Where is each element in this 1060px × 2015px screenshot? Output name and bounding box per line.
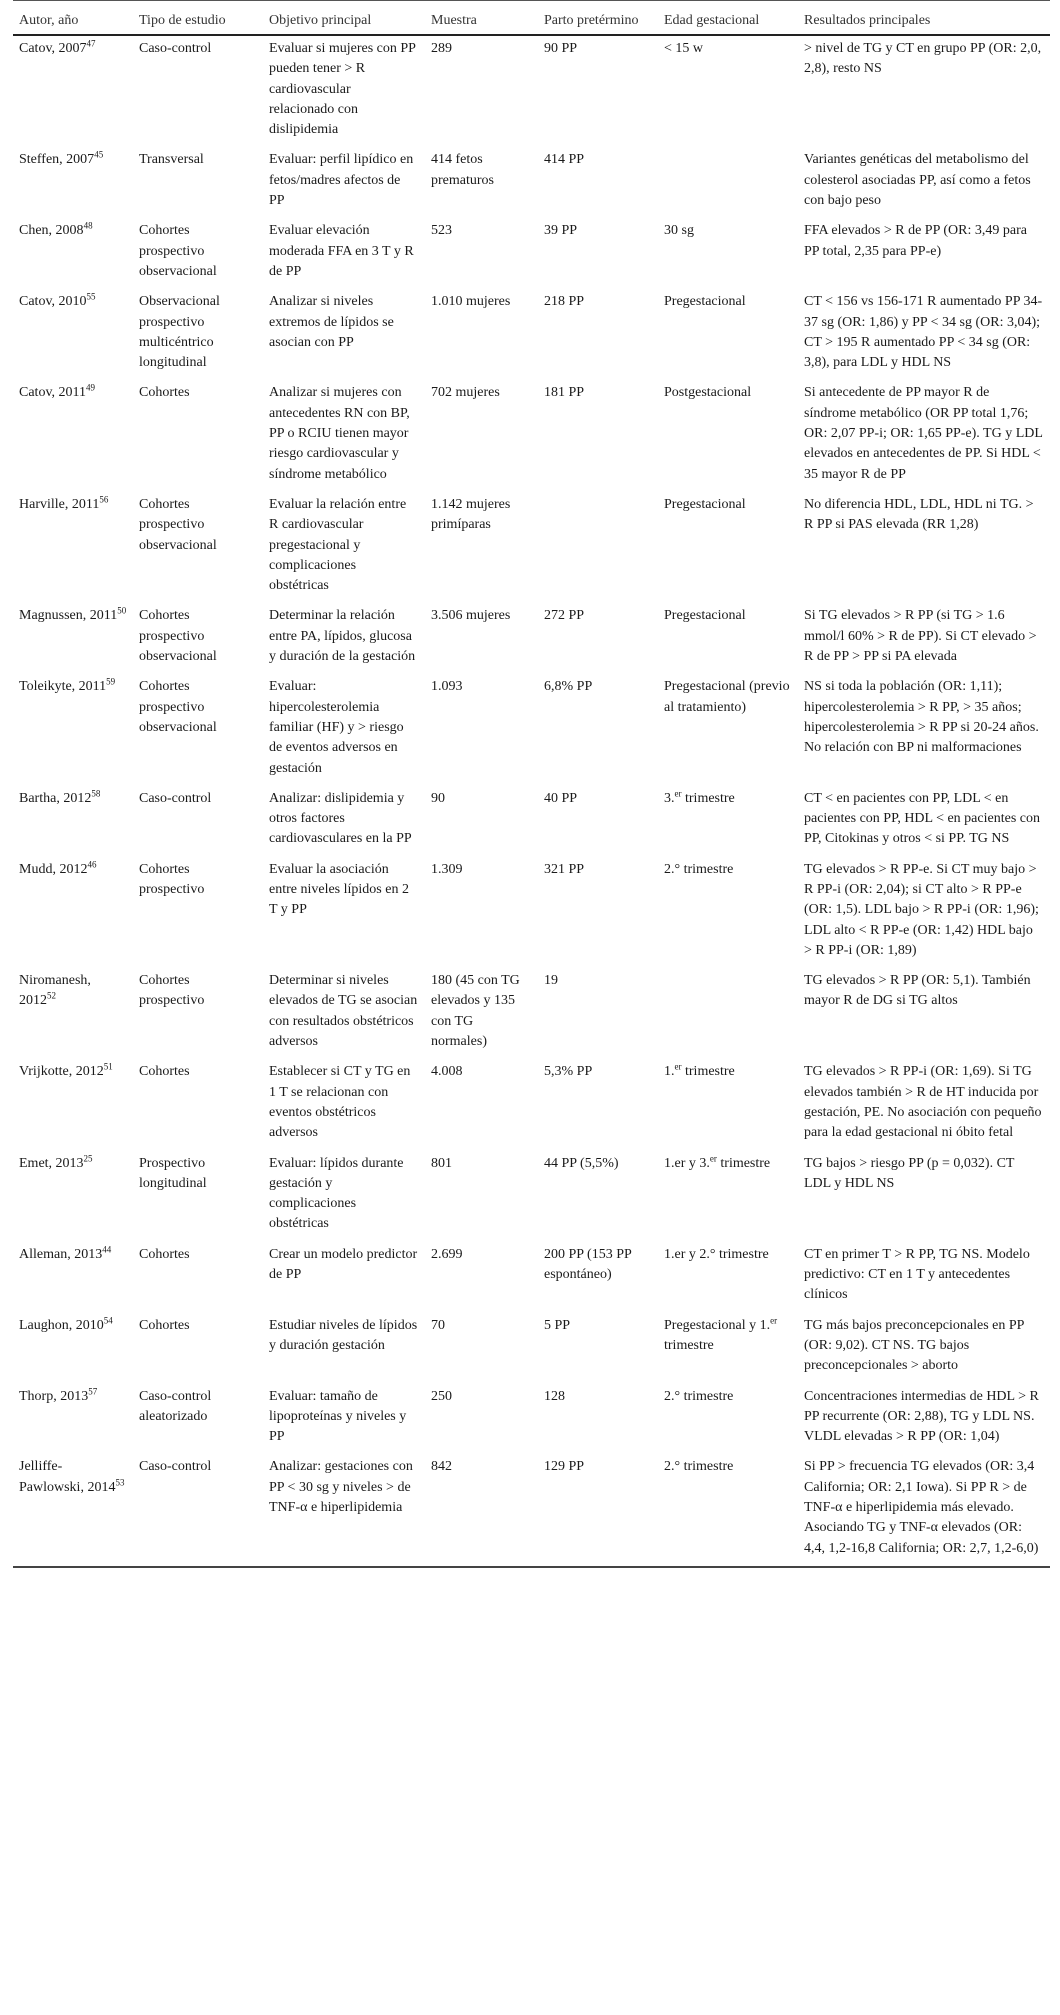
cell-results: NS si toda la población (OR: 1,11); hipercolesterolemia > R PP, > 35 años; hipercolesterolemia > R PP si 20-24 años. No relación con BP ni malformaciones — [804, 679, 1039, 756]
cell-results: CT < en pacientes con PP, LDL < en pacientes con PP, HDL < en pacientes con PP, Citokinas y otros < si PP. TG NS — [804, 790, 1040, 847]
cell-preterm: 218 PP — [544, 294, 585, 310]
cell-sample: 250 — [431, 1388, 452, 1404]
cell-author: Chen, 2008$^{48}$ — [19, 220, 93, 239]
cell-results: > nivel de TG y CT en grupo PP (OR: 2,0, 2,8), resto NS — [804, 41, 1042, 77]
cell-gestational-age — [658, 968, 798, 1059]
reference-number: 54 — [103, 1314, 113, 1325]
cell-sample: 180 (45 con TG elevados y 135 con TG normales) — [431, 973, 520, 1050]
cell-sample: 801 — [431, 1155, 452, 1171]
cell-sample: 1.142 mujeres primíparas — [431, 496, 511, 533]
table-row — [13, 968, 1050, 1059]
cell-author: Toleikyte, 2011$^{59}$ — [19, 676, 116, 695]
cell-author: Mudd, 2012$^{46}$ — [19, 859, 97, 877]
cell-preterm: 90 PP — [544, 41, 578, 56]
cell-results: TG elevados > R PP-e. Si CT muy bajo > R PP-i (OR: 2,04); si CT alto > R PP-e (OR: 1,5). LDL bajo > R PP-i (OR: 1,96); LDL alto < R PP-e (OR: 1,42) HDL bajo > R PP-i (OR: 1,89) — [804, 861, 1039, 958]
cell-sample: 90 — [431, 790, 445, 806]
cell-preterm: 128 — [544, 1388, 565, 1404]
cell-results: FFA elevados > R de PP (OR: 3,49 para PP total, 2,35 para PP-e) — [804, 223, 1027, 259]
cell-author: Niromanesh, 2012$^{52}$ — [19, 973, 91, 1009]
cell-results: TG elevados > R PP-i (OR: 1,69). Si TG elevados también > R de HT inducida por gestación, PE. No asociación con pequeño para la edad gestacional ni óbito fetal — [804, 1064, 1042, 1141]
cell-gestational-age: Pregestacional — [664, 294, 746, 310]
header-preterm: Parto pretérmino — [538, 1, 658, 36]
header-row — [13, 1, 1050, 36]
table-row — [13, 857, 1050, 968]
table-row — [13, 35, 1050, 147]
header-author: Autor, año — [13, 1, 133, 36]
reference-number: 45 — [94, 149, 104, 160]
cell-results: Si PP > frecuencia TG elevados (OR: 3,4 California; OR: 2,1 Iowa). Si PP R > de TNF-α e hiperlipidemia más elevado. Asociando TG y TNF-α elevados (OR: 4,4, 1,2-16,8 California; OR: 2,7, 1,2-6,0) — [798, 1454, 1050, 1566]
cell-gestational-age: < 15 w — [664, 41, 704, 56]
cell-author: Catov, 2007$^{47}$ — [19, 38, 96, 56]
reference-number: 53 — [115, 1477, 125, 1488]
cell-gestational-age: 2.° trimestre — [658, 1454, 798, 1566]
reference-number: 58 — [91, 788, 101, 799]
reference-number: 44 — [102, 1244, 112, 1255]
table-row — [13, 674, 1050, 785]
cell-results: TG bajos > riesgo PP (p = 0,032). CT LDL y HDL NS — [804, 1155, 1015, 1191]
ga-superscript: er — [674, 788, 682, 799]
cell-results: CT en primer T > R PP, TG NS. Modelo predictivo: CT en 1 T y antecedentes clínicos — [804, 1246, 1030, 1303]
reference-number: 56 — [99, 494, 109, 505]
cell-results: TG más bajos preconcepcionales en PP (OR: 9,02). CT NS. TG bajos preconcepcionales > aborto — [804, 1317, 1024, 1374]
cell-author: Thorp, 2013$^{57}$ — [19, 1385, 98, 1404]
cell-author: Catov, 2011$^{49}$ — [19, 382, 96, 401]
cell-study-type: Caso-control — [139, 790, 212, 806]
cell-sample: 289 — [431, 41, 452, 56]
reference-number: 48 — [83, 220, 93, 231]
cell-results: Si TG elevados > R PP (si TG > 1.6 mmol/l 60% > R de PP). Si CT elevado > R de PP > PP si PA elevada — [804, 608, 1037, 665]
cell-preterm: 414 PP — [544, 152, 585, 168]
cell-objective: Crear un modelo predictor de PP — [269, 1246, 418, 1283]
cell-author: Catov, 2010$^{55}$ — [19, 291, 96, 310]
cell-sample: 523 — [431, 223, 452, 239]
table-row — [13, 1384, 1050, 1455]
cell-study-type: Caso-control — [133, 1454, 263, 1566]
reference-number: 25 — [83, 1152, 93, 1163]
table-row — [13, 289, 1050, 380]
table-row — [13, 1313, 1050, 1384]
cell-results: TG elevados > R PP (OR: 5,1). También mayor R de DG si TG altos — [804, 973, 1031, 1009]
cell-objective: Determinar si niveles elevados de TG se asocian con resultados obstétricos adversos — [269, 973, 418, 1050]
cell-study-type: Cohortes prospectivo — [139, 973, 205, 1009]
cell-preterm: 272 PP — [544, 608, 585, 624]
cell-objective: Analizar si niveles extremos de lípidos se asocian con PP — [269, 294, 394, 350]
cell-sample: 2.699 — [431, 1246, 463, 1262]
reference-number: 52 — [47, 990, 56, 1001]
cell-gestational-age: 2.° trimestre — [664, 861, 734, 877]
cell-sample: 3.506 mujeres — [431, 608, 511, 624]
cell-gestational-age: Pregestacional y 1.$^{er}$ trimestre — [664, 1314, 778, 1353]
table-row — [13, 1242, 1050, 1313]
cell-study-type: Cohortes prospectivo observacional — [139, 679, 217, 735]
ga-superscript: er — [770, 1314, 778, 1325]
cell-gestational-age: 2.° trimestre — [664, 1388, 734, 1404]
cell-gestational-age: Postgestacional — [664, 385, 752, 401]
cell-author: Bartha, 2012$^{58}$ — [19, 788, 101, 806]
header-study-type: Tipo de estudio — [133, 1, 263, 36]
reference-number: 50 — [117, 605, 127, 616]
cell-preterm: 5 PP — [544, 1317, 571, 1333]
cell-study-type: Cohortes — [139, 385, 190, 401]
cell-author: Harville, 2011$^{56}$ — [19, 494, 109, 512]
cell-results: Variantes genéticas del metabolismo del colesterol asociadas PP, así como a fetos con bajo peso — [804, 152, 1031, 209]
header-results: Resultados principales — [798, 1, 1050, 36]
header-sample: Muestra — [425, 1, 538, 36]
cell-preterm: 129 PP — [538, 1454, 658, 1566]
cell-study-type: Cohortes — [139, 1246, 190, 1262]
cell-objective: Analizar: gestaciones con PP < 30 sg y niveles > de TNF-α e hiperlipidemia — [263, 1454, 425, 1566]
cell-gestational-age: 1.$^{er}$ trimestre — [664, 1061, 735, 1080]
cell-sample: 4.008 — [431, 1064, 463, 1080]
ga-tail: trimestre — [681, 790, 735, 806]
cell-preterm: 6,8% PP — [544, 679, 593, 695]
cell-sample: 842 — [425, 1454, 538, 1566]
table-row — [13, 603, 1050, 674]
cell-objective: Evaluar si mujeres con PP pueden tener > R cardiovascular relacionado con dislipidemia — [269, 41, 416, 138]
ga-tail: trimestre — [716, 1155, 771, 1171]
cell-author: Vrijkotte, 2012$^{51}$ — [19, 1061, 113, 1080]
cell-objective: Evaluar: hipercolesterolemia familiar (HF) y > riesgo de eventos adversos en gestación — [269, 679, 404, 776]
cell-preterm: 19 — [544, 973, 558, 989]
cell-objective: Analizar si mujeres con antecedentes RN con BP, PP o RCIU tienen mayor riesgo cardiovascular y síndrome metabólico — [269, 385, 410, 482]
cell-objective: Evaluar: tamaño de lipoproteínas y niveles y PP — [269, 1388, 407, 1445]
cell-preterm: 39 PP — [544, 223, 578, 239]
cell-study-type: Cohortes prospectivo observacional — [139, 608, 217, 665]
cell-gestational-age: Pregestacional — [664, 608, 746, 624]
cell-study-type: Cohortes — [139, 1064, 190, 1080]
cell-preterm: 181 PP — [544, 385, 585, 401]
cell-results: Si antecedente de PP mayor R de síndrome metabólico (OR PP total 1,76; OR: 2,07 PP-i; OR: 1,65 PP-e). TG y LDL elevados en antecedentes de PP. Si HDL < 35 mayor R de PP — [804, 385, 1043, 482]
cell-objective: Estudiar niveles de lípidos y duración gestación — [269, 1317, 418, 1353]
cell-author: Alleman, 2013$^{44}$ — [19, 1244, 112, 1262]
cell-author: Jelliffe-Pawlowski, 2014$^{53}$ — [13, 1454, 133, 1566]
cell-sample: 1.093 — [431, 679, 463, 695]
table-row — [13, 218, 1050, 289]
cell-results: CT < 156 vs 156-171 R aumentado PP 34-37 sg (OR: 1,86) y PP < 34 sg (OR: 3,04); CT > 195 R aumentado PP < 34 sg (OR: 3,8), para LDL y HDL NS — [804, 294, 1043, 371]
reference-number: 57 — [88, 1385, 98, 1396]
cell-gestational-age: 30 sg — [664, 223, 694, 239]
cell-author: Steffen, 2007$^{45}$ — [19, 149, 104, 168]
cell-gestational-age: 1.er y 3.$^{er}$ trimestre — [664, 1152, 771, 1171]
cell-sample: 702 mujeres — [431, 385, 500, 401]
header-gestational-age: Edad gestacional — [658, 1, 798, 36]
cell-author: Magnussen, 2011$^{50}$ — [19, 605, 127, 624]
table-row — [13, 1059, 1050, 1150]
ga-superscript: er — [674, 1061, 682, 1072]
cell-preterm — [538, 492, 658, 603]
cell-study-type: Cohortes — [139, 1317, 190, 1333]
cell-sample: 1.010 mujeres — [431, 294, 511, 310]
ga-tail: trimestre — [681, 1064, 735, 1080]
cell-preterm: 321 PP — [544, 861, 585, 877]
cell-study-type: Observacional prospectivo multicéntrico longitudinal — [139, 294, 220, 371]
cell-gestational-age: 3.$^{er}$ trimestre — [664, 788, 735, 806]
cell-objective: Evaluar elevación moderada FFA en 3 T y R de PP — [269, 223, 414, 279]
cell-study-type: Cohortes prospectivo observacional — [139, 496, 217, 553]
cell-study-type: Caso-control — [139, 41, 212, 56]
studies-table — [13, 0, 1050, 1568]
cell-objective: Evaluar: lípidos durante gestación y complicaciones obstétricas — [269, 1155, 404, 1232]
table-row — [13, 1454, 1050, 1566]
cell-results: Concentraciones intermedias de HDL > R PP recurrente (OR: 2,88), TG y LDL NS. VLDL elevadas > R PP (OR: 1,04) — [804, 1388, 1039, 1445]
table-row — [13, 492, 1050, 603]
reference-number: 49 — [86, 382, 96, 393]
cell-study-type: Cohortes prospectivo — [139, 861, 205, 897]
table-row — [13, 380, 1050, 491]
cell-preterm: 200 PP (153 PP espontáneo) — [544, 1246, 632, 1283]
cell-study-type: Prospectivo longitudinal — [139, 1155, 207, 1191]
reference-number: 55 — [86, 291, 96, 302]
cell-author: Emet, 2013$^{25}$ — [19, 1152, 93, 1171]
reference-number: 51 — [103, 1061, 113, 1072]
cell-objective: Evaluar la asociación entre niveles lípidos en 2 T y PP — [269, 861, 409, 918]
cell-objective: Evaluar: perfil lipídico en fetos/madres afectos de PP — [269, 152, 414, 209]
cell-author: Laughon, 2010$^{54}$ — [19, 1314, 113, 1333]
cell-objective: Evaluar la relación entre R cardiovascular pregestacional y complicaciones obstétricas — [269, 496, 407, 594]
cell-gestational-age: 1.er y 2.° trimestre — [664, 1246, 769, 1262]
cell-gestational-age: Pregestacional (previo al tratamiento) — [664, 679, 790, 715]
cell-study-type: Caso-control aleatorizado — [139, 1388, 212, 1424]
cell-objective: Determinar la relación entre PA, lípidos, glucosa y duración de la gestación — [269, 608, 416, 665]
cell-study-type: Cohortes prospectivo observacional — [139, 223, 217, 279]
cell-gestational-age: Pregestacional — [664, 496, 746, 512]
cell-sample: 70 — [431, 1317, 445, 1333]
cell-gestational-age — [658, 147, 798, 218]
table-body — [13, 35, 1050, 1567]
cell-results: No diferencia HDL, LDL, HDL ni TG. > R PP si PAS elevada (RR 1,28) — [804, 496, 1034, 533]
cell-preterm: 40 PP — [544, 790, 578, 806]
table-row — [13, 147, 1050, 218]
cell-study-type: Transversal — [139, 152, 204, 168]
reference-number: 46 — [87, 859, 97, 870]
cell-preterm: 5,3% PP — [544, 1064, 593, 1080]
header-objective: Objetivo principal — [263, 1, 425, 36]
table-row — [13, 786, 1050, 857]
cell-objective: Analizar: dislipidemia y otros factores cardiovasculares en la PP — [269, 790, 412, 847]
ga-tail: trimestre — [664, 1337, 714, 1353]
cell-preterm: 44 PP (5,5%) — [544, 1155, 619, 1171]
ga-superscript: er — [709, 1152, 717, 1163]
table-row — [13, 1151, 1050, 1242]
cell-sample: 1.309 — [431, 861, 463, 877]
cell-sample: 414 fetos prematuros — [431, 152, 494, 188]
reference-number: 59 — [106, 676, 116, 687]
cell-objective: Establecer si CT y TG en 1 T se relacionan con eventos obstétricos adversos — [269, 1064, 411, 1141]
reference-number: 47 — [86, 38, 96, 49]
